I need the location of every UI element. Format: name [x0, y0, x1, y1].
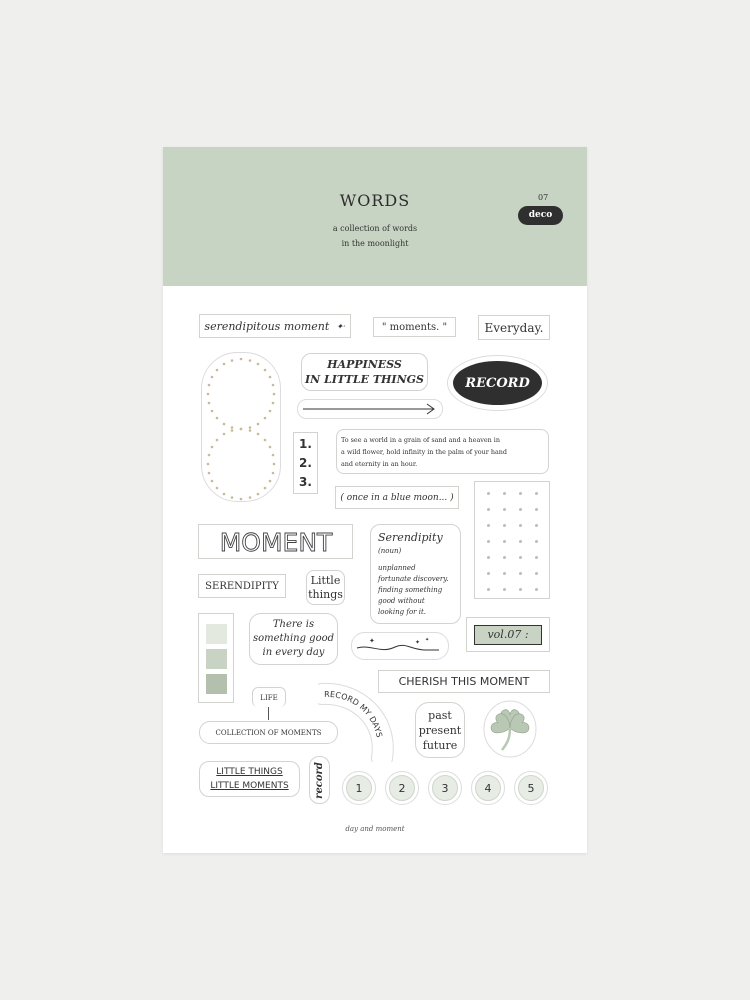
swatch-light: [206, 624, 227, 644]
grid-dot: [519, 540, 522, 543]
quote-sticker: [336, 429, 549, 474]
ppf-future: future: [422, 738, 458, 752]
grid-dot: [535, 572, 538, 575]
something-good-sticker: [249, 613, 338, 665]
quote-line-3: and eternity in an hour.: [341, 459, 418, 468]
quote-line-2: a wild flower, hold infinity in the palm of your hand: [341, 447, 507, 456]
ppf-present: present: [418, 723, 462, 737]
record-my-days-label: RECORD MY DAYS: [324, 689, 384, 739]
happiness-line-2: IN LITTLE THINGS: [305, 373, 424, 386]
subtitle-line-1: a collection of words: [332, 224, 418, 233]
definition-line-3: finding something: [378, 586, 443, 594]
serendipitous-moment-sticker: [199, 314, 351, 338]
moment-outline-label: MOMENT: [219, 527, 332, 557]
list-item-2: 2.: [299, 455, 312, 470]
everyday-sticker: Everyday.: [478, 315, 550, 340]
number-circle-4: [471, 771, 505, 805]
grid-dot: [535, 492, 538, 495]
little-moments-caps: LITTLE MOMENTS: [210, 781, 289, 791]
definition-line-4: good without: [378, 597, 425, 605]
grid-dot: [519, 524, 522, 527]
number-circle-1-label: 1: [346, 775, 372, 801]
clover-sticker: [483, 700, 537, 760]
grid-dot: [503, 524, 506, 527]
life-connector: [268, 707, 269, 720]
happiness-line-1: HAPPINESS: [327, 358, 402, 371]
svg-text:✦: ✦: [415, 639, 421, 646]
grid-dot: [519, 508, 522, 511]
little-things-sticker: [306, 570, 345, 605]
definition-line-1: unplanned: [378, 564, 416, 572]
swatch-dark: [206, 674, 227, 694]
definition-line-2: fortunate discovery.: [378, 575, 449, 583]
quote-line-1: To see a world in a grain of sand and a heaven in: [341, 435, 500, 444]
grid-dot: [519, 588, 522, 591]
serendipitous-label: serendipitous moment: [204, 319, 330, 333]
swatch-medium: [206, 649, 227, 669]
little-things-moments-sticker: [199, 761, 300, 797]
ppf-past: past: [428, 708, 452, 722]
footer-signature: day and moment: [345, 825, 405, 833]
record-vertical-label: record: [314, 761, 325, 799]
svg-text:✦: ✦: [425, 637, 430, 643]
sticker-sheet: [163, 147, 587, 853]
grid-dot: [487, 572, 490, 575]
dotted-circles-sticker: [201, 352, 281, 502]
number-circle-2: [385, 771, 419, 805]
deco-badge: deco: [518, 206, 563, 225]
vol-label: vol.07 :: [474, 625, 542, 645]
number-circle-5: [514, 771, 548, 805]
grid-dot: [487, 556, 490, 559]
sheet-header: [163, 147, 587, 286]
past-present-future-sticker: [415, 702, 465, 758]
cherish-sticker: CHERISH THIS MOMENT: [378, 670, 550, 693]
grid-dot: [503, 588, 506, 591]
record-vertical-sticker: [309, 756, 330, 804]
grid-dot: [503, 492, 506, 495]
number-circle-2-label: 2: [389, 775, 415, 801]
numbered-list-sticker: [293, 432, 318, 494]
record-oval-label: RECORD: [453, 361, 542, 405]
blue-moon-sticker: ( once in a blue moon... ): [335, 486, 459, 509]
grid-dot: [487, 540, 490, 543]
squiggle-sticker: [351, 632, 449, 660]
grid-dot: [487, 508, 490, 511]
number-circle-1: [342, 771, 376, 805]
record-oval-sticker: [447, 355, 548, 411]
svg-text:✦: ✦: [369, 637, 375, 645]
serendipity-definition-sticker: [370, 524, 461, 624]
good-line-1: There is: [272, 619, 315, 630]
grid-dot: [487, 492, 490, 495]
color-swatches-sticker: [198, 613, 234, 703]
moments-quote-sticker: " moments. ": [373, 317, 456, 337]
grid-dot: [503, 572, 506, 575]
number-circle-4-label: 4: [475, 775, 501, 801]
grid-dot: [519, 556, 522, 559]
grid-dot: [503, 540, 506, 543]
grid-dot: [535, 556, 538, 559]
grid-dot: [503, 556, 506, 559]
dot-grid-sticker: [474, 481, 550, 599]
grid-dot: [535, 540, 538, 543]
little-things-caps: LITTLE THINGS: [216, 767, 283, 777]
serendipity-caps-sticker: SERENDIPITY: [198, 574, 286, 598]
grid-dot: [503, 508, 506, 511]
sparkle-icon: ✦·: [336, 321, 346, 331]
grid-dot: [487, 524, 490, 527]
sheet-title: WORDS: [339, 191, 411, 210]
vol-sticker: [466, 617, 550, 652]
grid-dot: [519, 572, 522, 575]
collection-sticker: COLLECTION OF MOMENTS: [199, 721, 338, 744]
little-line-1: Little: [310, 573, 341, 587]
subtitle-line-2: in the moonlight: [341, 239, 409, 248]
number-circle-3-label: 3: [432, 775, 458, 801]
number-circle-5-label: 5: [518, 775, 544, 801]
moment-outline-sticker: [198, 524, 353, 559]
grid-dot: [535, 524, 538, 527]
good-line-3: in every day: [262, 647, 325, 658]
life-sticker: LIFE: [252, 687, 286, 707]
happiness-sticker: [301, 353, 428, 391]
number-circle-3: [428, 771, 462, 805]
little-line-2: things: [308, 587, 343, 601]
noun-label: (noun): [378, 547, 402, 555]
list-item-1: 1.: [299, 436, 312, 451]
grid-dot: [487, 588, 490, 591]
grid-dot: [535, 508, 538, 511]
grid-dot: [519, 492, 522, 495]
list-item-3: 3.: [299, 474, 312, 489]
sheet-number: 07: [538, 193, 549, 202]
good-line-2: something good: [252, 633, 335, 644]
moment-outline-text: [201, 527, 351, 557]
arrow-sticker: [297, 399, 443, 419]
grid-dot: [535, 588, 538, 591]
definition-line-5: looking for it.: [378, 608, 427, 616]
record-my-days-sticker: [318, 680, 398, 762]
serendipity-word: Serendipity: [378, 531, 443, 544]
